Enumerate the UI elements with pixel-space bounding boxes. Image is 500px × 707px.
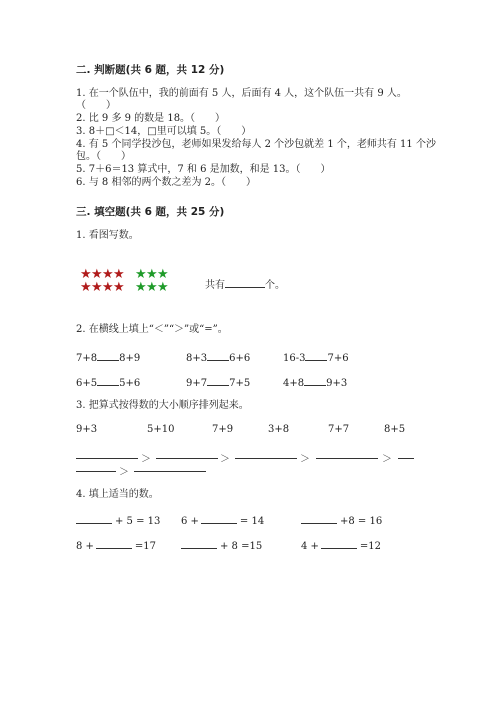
- q1-answer: [205, 277, 285, 292]
- compare-item: [76, 350, 140, 364]
- order-answer-line[interactable]: [156, 458, 218, 459]
- greater-than-sign: ＞: [300, 454, 310, 465]
- q1-answer-suffix: 个。: [265, 280, 285, 291]
- fill-item: [301, 538, 381, 552]
- judge-item-1-bracket: （ ）: [76, 100, 116, 111]
- order-answer-line[interactable]: [76, 471, 116, 472]
- fill-suffix: + 5 = 13: [115, 516, 161, 527]
- green-star-icon: ★: [157, 280, 169, 295]
- fill-blank[interactable]: [321, 538, 357, 549]
- q1-answer-prefix: 共有: [205, 280, 225, 291]
- fill-prefix: 6 +: [181, 516, 199, 527]
- compare-left: 8+3: [186, 353, 208, 364]
- order-expression: 8+5: [384, 424, 406, 435]
- q2-label: 2. 在横线上填上“＜”“＞”或“=”。: [76, 324, 228, 335]
- compare-item: [283, 350, 349, 364]
- compare-blank[interactable]: [97, 375, 119, 386]
- fill-prefix: 4 +: [301, 541, 319, 552]
- compare-blank[interactable]: [97, 350, 119, 361]
- fill-item: [301, 513, 382, 527]
- fill-blank[interactable]: [181, 538, 217, 549]
- judge-item-3: 3. 8＋□＜14，□里可以填 5。（ ）: [76, 126, 252, 137]
- order-expression: 7+9: [212, 424, 234, 435]
- fill-suffix: =17: [134, 541, 157, 552]
- judge-item-1: 1. 在一个队伍中，我的前面有 5 人，后面有 4 人，这个队伍一共有 9 人。: [76, 88, 407, 99]
- q1-answer-blank[interactable]: [225, 277, 265, 288]
- fill-suffix: = 14: [239, 516, 265, 527]
- fill-blank[interactable]: [301, 513, 337, 524]
- greater-than-sign: ＞: [220, 454, 230, 465]
- order-expression: 9+3: [76, 424, 98, 435]
- fill-item: [76, 513, 160, 527]
- section-2-title: 三. 填空题(共 6 题，共 25 分): [76, 206, 225, 218]
- fill-item: [76, 538, 156, 552]
- compare-right: 8+9: [119, 353, 141, 364]
- compare-left: 9+7: [186, 378, 208, 389]
- q1-label: 1. 看图写数。: [76, 230, 139, 241]
- order-answer-line[interactable]: [235, 458, 297, 459]
- judge-item-5: 5. 7＋6＝13 算式中，7 和 6 是加数，和是 13。（ ）: [76, 164, 331, 175]
- greater-than-sign: ＞: [119, 467, 129, 478]
- green-star-icon: ★: [135, 280, 147, 295]
- section-1-title: 二. 判断题(共 6 题，共 12 分): [76, 64, 225, 76]
- red-star-icon: ★: [113, 280, 125, 295]
- order-answer-line[interactable]: [134, 471, 206, 472]
- order-expression: 7+7: [328, 424, 350, 435]
- compare-item: [186, 350, 250, 364]
- greater-than-sign: ＞: [141, 454, 151, 465]
- compare-blank[interactable]: [305, 350, 327, 361]
- fill-item: [181, 513, 264, 527]
- red-star-icon: ★: [91, 280, 103, 295]
- compare-right: 9+3: [326, 378, 348, 389]
- green-star-icon: ★: [146, 267, 158, 282]
- order-answer-line[interactable]: [398, 458, 414, 459]
- compare-item: [283, 375, 347, 389]
- order-expression: 5+10: [147, 424, 175, 435]
- green-star-icon: ★: [157, 267, 169, 282]
- red-star-icon: ★: [102, 267, 114, 282]
- compare-right: 7+5: [229, 378, 251, 389]
- order-answer-line[interactable]: [316, 458, 378, 459]
- compare-right: 6+6: [229, 353, 251, 364]
- q3-label: 3. 把算式按得数的大小顺序排列起来。: [76, 400, 249, 411]
- green-star-icon: ★: [146, 280, 158, 295]
- compare-blank[interactable]: [304, 375, 326, 386]
- green-star-icon: ★: [135, 267, 147, 282]
- judge-item-4: 4. 有 5 个同学投沙包，老师如果发给每人 2 个沙包就差 1 个，老师共有 11 个沙: [76, 139, 436, 150]
- fill-blank[interactable]: [96, 538, 132, 549]
- red-star-icon: ★: [91, 267, 103, 282]
- compare-left: 6+5: [76, 378, 98, 389]
- compare-left: 7+8: [76, 353, 98, 364]
- fill-suffix: + 8 =15: [220, 541, 263, 552]
- star-picture: [80, 268, 180, 296]
- red-star-icon: ★: [80, 280, 92, 295]
- judge-item-2: 2. 比 9 多 9 的数是 18。（ ）: [76, 113, 226, 124]
- q4-label: 4. 填上适当的数。: [76, 489, 159, 500]
- judge-item-6: 6. 与 8 相邻的两个数之差为 2。（ ）: [76, 177, 256, 188]
- fill-prefix: 8 +: [76, 541, 94, 552]
- fill-blank[interactable]: [201, 513, 237, 524]
- compare-left: 4+8: [283, 378, 305, 389]
- compare-right: 5+6: [119, 378, 141, 389]
- red-star-icon: ★: [80, 267, 92, 282]
- greater-than-sign: ＞: [382, 454, 392, 465]
- compare-blank[interactable]: [207, 375, 229, 386]
- order-answer-line[interactable]: [76, 458, 138, 459]
- fill-item: [181, 538, 262, 552]
- fill-blank[interactable]: [76, 513, 112, 524]
- red-star-icon: ★: [113, 267, 125, 282]
- compare-left: 16-3: [283, 353, 306, 364]
- judge-item-4-cont: 包。（ ）: [76, 151, 131, 162]
- compare-item: [76, 375, 140, 389]
- compare-blank[interactable]: [207, 350, 229, 361]
- order-expression: 3+8: [268, 424, 290, 435]
- red-star-icon: ★: [102, 280, 114, 295]
- compare-right: 7+6: [327, 353, 349, 364]
- fill-suffix: +8 = 16: [340, 516, 383, 527]
- compare-item: [186, 375, 250, 389]
- fill-suffix: =12: [359, 541, 382, 552]
